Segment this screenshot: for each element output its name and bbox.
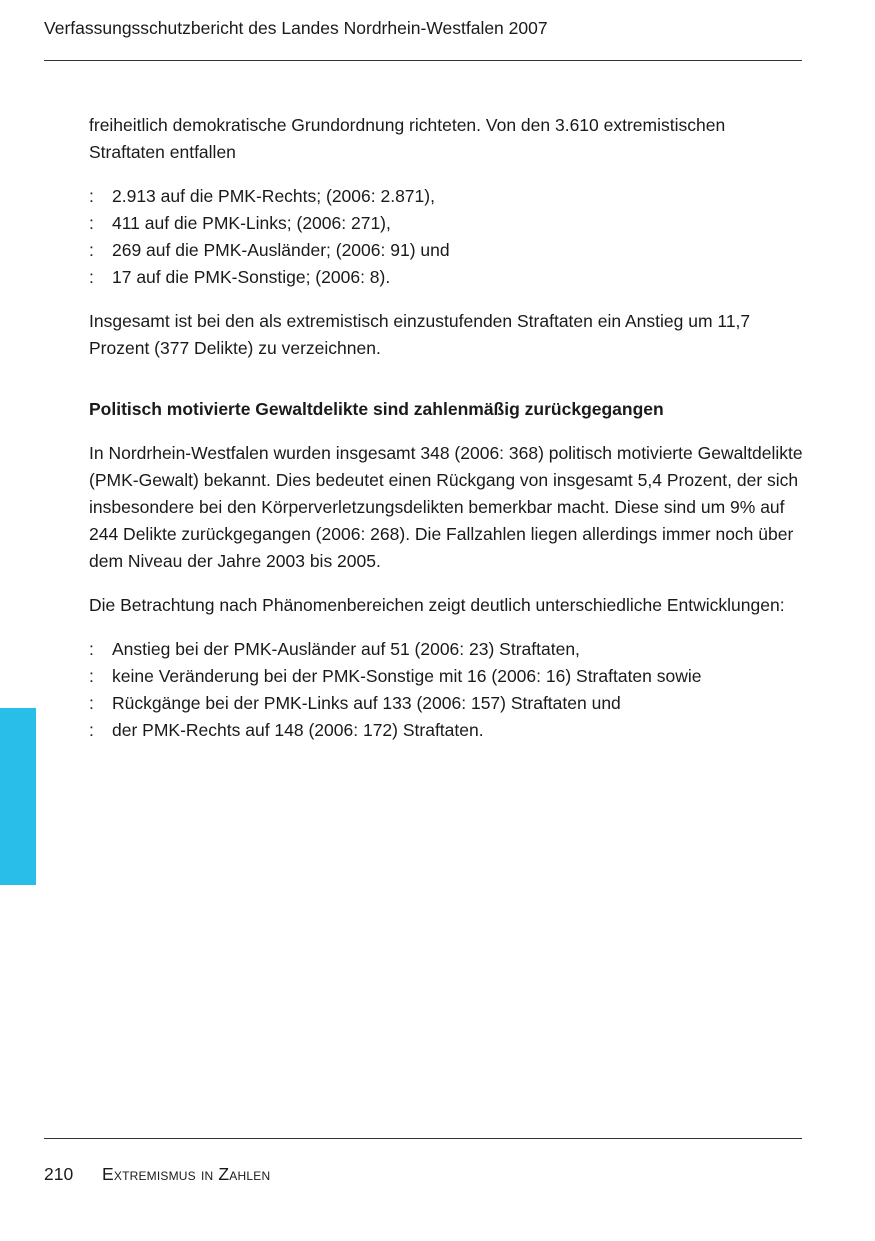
section-heading: Politisch motivierte Gewaltdelikte sind zahlenmäßig zurückgegangen <box>89 399 664 419</box>
chapter-tab-marker <box>0 708 36 885</box>
paragraph: In Nordrhein-Westfalen wurden insgesamt 348 (2006: 368) politisch motivierte Gewaltdelikte (PMK-Gewalt) bekannt. Dies bedeutet einen Rückgang von insgesamt 5,4 Prozent, der sich insbesondere bei den Körperverletzungsdelikten bemerkbar macht. Diese sind um 9% auf 244 Delikte zurückgegangen (2006: 268). Die Fallzahlen liegen allerdings immer noch über dem Niveau der Jahre 2003 bis 2005. <box>89 443 803 571</box>
bullet: : <box>89 186 94 206</box>
running-header: Verfassungsschutzbericht des Landes Nordrhein-Westfalen 2007 <box>44 18 548 38</box>
bullet: : <box>89 666 94 686</box>
offense-list <box>89 183 804 291</box>
section-title: Extremismus in Zahlen <box>102 1164 271 1184</box>
list-item: : 269 auf die PMK-Ausländer; (2006: 91) und <box>89 237 804 264</box>
bullet: : <box>89 213 94 233</box>
bullet: : <box>89 720 94 740</box>
bullet: : <box>89 267 94 287</box>
header-rule <box>44 60 802 61</box>
paragraph: freiheitlich demokratische Grundordnung richteten. Von den 3.610 extremistischen Straftaten entfallen <box>89 115 726 162</box>
violence-list <box>89 636 804 744</box>
bullet: : <box>89 693 94 713</box>
page-body <box>89 112 804 744</box>
footer-rule <box>44 1138 802 1139</box>
paragraph: Insgesamt ist bei den als extremistisch einzustufenden Straftaten ein Anstieg um 11,7 Prozent (377 Delikte) zu verzeichnen. <box>89 311 751 358</box>
page-footer <box>44 1162 270 1186</box>
list-item: : 411 auf die PMK-Links; (2006: 271), <box>89 210 804 237</box>
page-number: 210 <box>44 1164 74 1184</box>
paragraph: Die Betrachtung nach Phänomenbereichen zeigt deutlich unterschiedliche Entwicklungen: <box>89 595 785 615</box>
list-item: : Rückgänge bei der PMK-Links auf 133 (2006: 157) Straftaten und <box>89 690 804 717</box>
bullet: : <box>89 240 94 260</box>
bullet: : <box>89 639 94 659</box>
list-item: : Anstieg bei der PMK-Ausländer auf 51 (2006: 23) Straftaten, <box>89 636 804 663</box>
list-item: : keine Veränderung bei der PMK-Sonstige mit 16 (2006: 16) Straftaten sowie <box>89 663 804 690</box>
list-item: : der PMK-Rechts auf 148 (2006: 172) Straftaten. <box>89 717 804 744</box>
list-item: : 17 auf die PMK-Sonstige; (2006: 8). <box>89 264 804 291</box>
list-item: : 2.913 auf die PMK-Rechts; (2006: 2.871), <box>89 183 804 210</box>
